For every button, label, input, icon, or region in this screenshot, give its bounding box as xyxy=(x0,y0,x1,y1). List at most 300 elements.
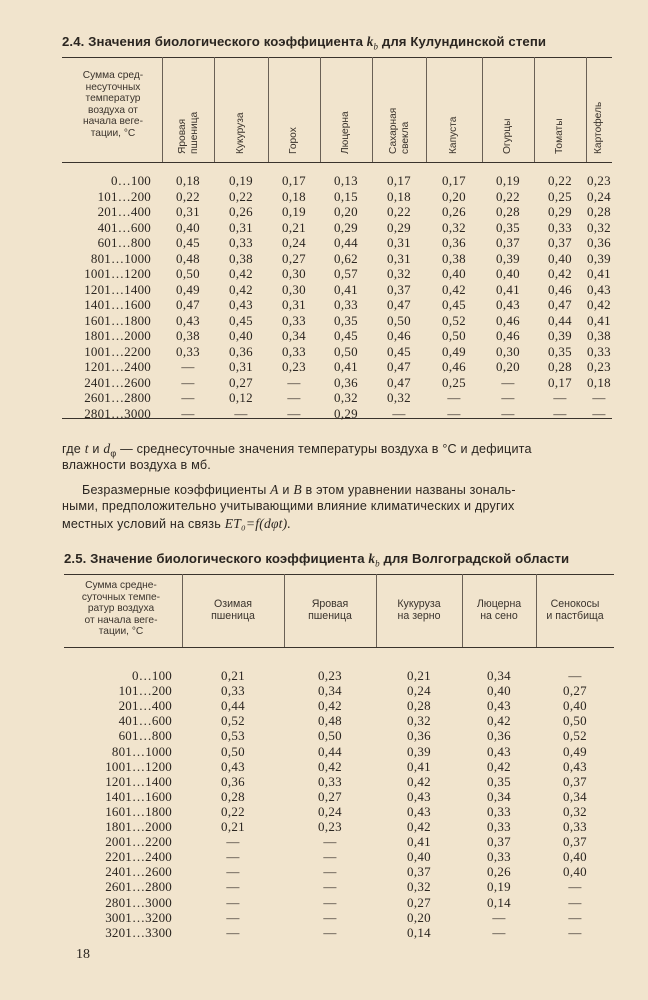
table-2-4-cell: 0,24 xyxy=(587,188,611,204)
table-2-5-cell: 0,20 xyxy=(407,909,431,925)
table-2-4-cell: — xyxy=(447,405,461,421)
table-2-4-row-label: 1001…2200 xyxy=(84,343,151,359)
table-2-5-cell: 0,37 xyxy=(487,834,511,850)
paragraph-2-line-3 xyxy=(62,515,291,533)
table-2-4-cell: 0,19 xyxy=(282,204,306,219)
table-2-4-row-label: 1401…1600 xyxy=(84,297,151,312)
table-2-4-cell: 0,38 xyxy=(587,328,611,343)
table-2-4-cell: 0,42 xyxy=(587,297,611,312)
table-2-4-cell: 0,30 xyxy=(282,281,306,297)
page-number: 18 xyxy=(76,947,90,962)
text: Безразмерные коэффициенты xyxy=(82,483,271,497)
table-2-4-cell: 0,27 xyxy=(282,250,306,266)
table-2-4-cell: 0,36 xyxy=(587,235,611,250)
table-2-4-column-divider xyxy=(214,57,215,162)
table-2-5-cell: — xyxy=(226,894,240,910)
table-2-4-row-label: 401…600 xyxy=(97,219,151,235)
table-2-4-cell: 0,17 xyxy=(282,173,306,188)
table-2-5-cell: — xyxy=(226,909,240,925)
table-2-4-cell: 0,46 xyxy=(442,359,466,374)
table-2-4-cell: 0,33 xyxy=(176,343,200,359)
table-2-4-cell: 0,22 xyxy=(387,204,411,219)
table-2-4-cell: 0,27 xyxy=(229,374,253,390)
table-2-5-cell: 0,14 xyxy=(487,894,511,910)
caption-text-end: для Волгоградской области xyxy=(379,551,570,566)
table-2-5-cell: 0,36 xyxy=(487,728,511,744)
table-2-4-cell: 0,42 xyxy=(548,266,572,281)
table-2-5-cell: — xyxy=(226,864,240,880)
table-2-4-cell: 0,37 xyxy=(496,235,520,250)
symbol-d: d xyxy=(103,441,111,456)
table-2-5-cell: 0,33 xyxy=(487,803,511,819)
table-2-5-cell: — xyxy=(323,909,337,925)
table-2-4-cell: 0,45 xyxy=(176,235,200,250)
table-2-5-cell: 0,23 xyxy=(318,668,342,683)
table-2-4-cell: 0,43 xyxy=(496,297,520,312)
table-2-4-cell: 0,50 xyxy=(334,343,358,359)
table-2-5-cell: — xyxy=(492,909,506,925)
paragraph-2-line-1 xyxy=(82,481,516,499)
table-2-4-cell: 0,34 xyxy=(282,328,306,343)
table-2-5-cell: — xyxy=(226,879,240,895)
text: местных условий на связь xyxy=(62,517,225,531)
table-2-4-cell: 0,32 xyxy=(587,219,611,235)
table-2-5-row-label: 201…400 xyxy=(118,698,172,714)
table-2-4-cell: 0,46 xyxy=(496,328,520,343)
table-2-5-cell: — xyxy=(323,849,337,865)
table-2-4-cell: — xyxy=(501,374,515,390)
caption-subscript: b xyxy=(375,558,380,569)
table-2-5-cell: — xyxy=(323,834,337,850)
table-2-4-column-divider xyxy=(162,57,163,162)
table-2-4-column-divider xyxy=(482,57,483,162)
table-2-4-cell: 0,17 xyxy=(387,173,411,188)
table-2-4-cell: 0,39 xyxy=(587,250,611,266)
table-2-5-row-label: 1801…2000 xyxy=(105,819,172,834)
table-2-4-cell: 0,12 xyxy=(229,390,253,405)
table-2-5-row-label: 1601…1800 xyxy=(105,803,172,819)
text: где xyxy=(62,442,81,456)
table-2-5-cell: 0,43 xyxy=(407,788,431,804)
table-2-4-row-label: 1601…1800 xyxy=(84,312,151,328)
table-2-5-row-label: 1201…1400 xyxy=(105,773,172,789)
table-2-5-cell: 0,44 xyxy=(318,743,342,759)
table-2-4-cell: 0,28 xyxy=(548,359,572,374)
table-2-4-cell: 0,28 xyxy=(587,204,611,219)
symbol-b: B xyxy=(293,482,302,497)
table-2-4-cell: 0,30 xyxy=(496,343,520,359)
table-2-4-cell: 0,46 xyxy=(387,328,411,343)
table-2-4-cell: 0,32 xyxy=(387,266,411,281)
table-2-4-cell: 0,18 xyxy=(282,188,306,204)
table-2-4-row-label: 2801…3000 xyxy=(84,405,151,421)
table-2-5-cell: 0,43 xyxy=(487,698,511,714)
table-2-5-cell: 0,43 xyxy=(407,803,431,819)
table-2-5-cell: 0,42 xyxy=(407,819,431,834)
table-2-4-cell: 0,40 xyxy=(229,328,253,343)
table-2-4-cell: 0,20 xyxy=(496,359,520,374)
table-2-4-cell: 0,33 xyxy=(282,312,306,328)
table-2-5-cell: 0,23 xyxy=(318,819,342,834)
table-2-4-cell: — xyxy=(181,359,195,374)
table-2-5-row-label: 3001…3200 xyxy=(105,909,172,925)
symbol-phi: φ xyxy=(110,448,117,459)
table-2-4-cell: — xyxy=(287,390,301,405)
table-2-4-cell: 0,49 xyxy=(442,343,466,359)
caption-subscript: b xyxy=(373,41,379,52)
paragraph-2-line-2: ными, предположительно учитывающими влияние климатических и других xyxy=(62,499,515,513)
table-2-5-cell: 0,33 xyxy=(221,683,245,699)
table-2-5-row-label: 801…1000 xyxy=(111,743,172,759)
table-2-4-cell: 0,43 xyxy=(229,297,253,312)
table-2-4-cell: 0,38 xyxy=(176,328,200,343)
table-2-4-caption xyxy=(62,34,546,52)
table-2-4-cell: 0,26 xyxy=(229,204,253,219)
table-2-4-cell: 0,43 xyxy=(587,281,611,297)
table-2-4-cell: 0,47 xyxy=(387,359,411,374)
table-2-4-cell: 0,25 xyxy=(442,374,466,390)
table-2-5-row-label: 3201…3300 xyxy=(105,924,172,940)
table-2-4-column-header: Огурцы xyxy=(502,118,514,154)
table-2-5-cell: 0,41 xyxy=(407,834,431,850)
table-2-5-cell: — xyxy=(226,849,240,865)
table-2-4-cell: 0,25 xyxy=(548,188,572,204)
table-2-4-cell: 0,45 xyxy=(442,297,466,312)
table-2-4-cell: 0,45 xyxy=(387,343,411,359)
table-2-4-cell: 0,22 xyxy=(548,173,572,188)
table-2-4-cell: 0,35 xyxy=(548,343,572,359)
table-2-4-column-header: Томаты xyxy=(554,118,566,154)
table-2-4-cell: 0,31 xyxy=(229,359,253,374)
table-2-4-cell: 0,42 xyxy=(442,281,466,297)
table-2-4-cell: — xyxy=(553,390,567,405)
table-2-4-cell: 0,31 xyxy=(282,297,306,312)
table-2-4-cell: 0,36 xyxy=(334,374,358,390)
table-2-4-cell: 0,40 xyxy=(548,250,572,266)
table-2-5-cell: 0,43 xyxy=(221,758,245,774)
table-2-5-cell: 0,40 xyxy=(563,698,587,714)
text: и xyxy=(92,442,100,456)
table-2-4-cell: 0,47 xyxy=(387,297,411,312)
table-2-4-cell: 0,52 xyxy=(442,312,466,328)
table-2-5-cell: 0,28 xyxy=(407,698,431,714)
table-2-4-cell: 0,32 xyxy=(387,390,411,405)
table-2-5-header-rule xyxy=(64,647,614,648)
table-2-4-cell: 0,45 xyxy=(229,312,253,328)
table-2-4-cell: 0,18 xyxy=(387,188,411,204)
table-2-5-row-label: 2401…2600 xyxy=(105,864,172,880)
table-2-5-cell: 0,33 xyxy=(487,849,511,865)
table-2-5-cell: 0,40 xyxy=(563,864,587,880)
table-2-5-column-header: Люцерна на сено xyxy=(476,598,522,623)
table-2-4-cell: 0,50 xyxy=(442,328,466,343)
formula: ET₀=f(dφt). xyxy=(224,516,291,531)
table-2-5-cell: 0,14 xyxy=(407,924,431,940)
table-2-5-row-label: 401…600 xyxy=(118,713,172,729)
table-2-4-cell: 0,47 xyxy=(176,297,200,312)
table-2-4-row-label: 1801…2000 xyxy=(84,328,151,343)
table-2-4-cell: — xyxy=(592,390,606,405)
table-2-4-column-header: Яровая пшеница xyxy=(176,111,199,154)
table-2-4-cell: 0,23 xyxy=(282,359,306,374)
table-2-4-cell: 0,20 xyxy=(334,204,358,219)
table-2-4-row-label: 1201…2400 xyxy=(84,359,151,374)
table-2-5-cell: 0,34 xyxy=(487,788,511,804)
table-2-5-cell: 0,33 xyxy=(487,819,511,834)
table-2-5-cell: 0,24 xyxy=(407,683,431,699)
table-2-4-row-label: 801…1000 xyxy=(90,250,151,266)
table-2-4-column-divider xyxy=(372,57,373,162)
table-2-5-row-label: 101…200 xyxy=(118,683,172,699)
table-2-4-cell: 0,18 xyxy=(176,173,200,188)
table-2-5-cell: 0,53 xyxy=(221,728,245,744)
table-2-4-cell: — xyxy=(181,405,195,421)
table-2-5-row-label: 1401…1600 xyxy=(105,788,172,804)
table-2-5-cell: 0,52 xyxy=(221,713,245,729)
table-2-5-cell: 0,22 xyxy=(221,803,245,819)
table-2-4-header-left: Сумма сред- несуточных температур воздуха от начала веге- тации, °С xyxy=(82,70,144,139)
table-2-4-row-label: 0…100 xyxy=(111,173,151,188)
caption-text: 2.4. Значения биологического коэффициента xyxy=(62,34,367,49)
table-2-5-row-label: 2201…2400 xyxy=(105,849,172,865)
text: и xyxy=(278,483,294,497)
table-2-5-cell: 0,27 xyxy=(318,788,342,804)
table-2-4-column-header: Картофель xyxy=(593,101,605,154)
table-2-4-cell: 0,22 xyxy=(176,188,200,204)
table-2-4-cell: 0,47 xyxy=(548,297,572,312)
table-2-4-cell: — xyxy=(234,405,248,421)
table-2-4-cell: 0,29 xyxy=(334,405,358,421)
table-2-4-cell: — xyxy=(287,374,301,390)
text: в этом уравнении названы зональ- xyxy=(301,483,516,497)
table-2-5-row-label: 2801…3000 xyxy=(105,894,172,910)
table-2-5-cell: 0,28 xyxy=(221,788,245,804)
table-2-5-cell: 0,50 xyxy=(221,743,245,759)
table-2-4-cell: 0,29 xyxy=(548,204,572,219)
table-2-4-cell: 0,44 xyxy=(548,312,572,328)
table-2-4-cell: 0,39 xyxy=(496,250,520,266)
table-2-5-column-header: Кукуруза на зерно xyxy=(397,598,441,623)
table-2-4-cell: 0,43 xyxy=(176,312,200,328)
table-2-5-cell: — xyxy=(492,924,506,940)
table-2-5-cell: 0,21 xyxy=(407,668,431,683)
table-2-4-cell: 0,33 xyxy=(587,343,611,359)
table-2-4-cell: 0,13 xyxy=(334,173,358,188)
table-2-4-cell: 0,44 xyxy=(334,235,358,250)
table-2-4-cell: 0,32 xyxy=(334,390,358,405)
table-2-5-cell: — xyxy=(323,879,337,895)
table-2-4-column-header: Сахарная свекла xyxy=(387,107,410,154)
table-2-4-cell: 0,46 xyxy=(548,281,572,297)
table-2-4-cell: 0,50 xyxy=(176,266,200,281)
table-2-4-cell: 0,19 xyxy=(229,173,253,188)
table-2-4-cell: 0,50 xyxy=(387,312,411,328)
table-2-4-cell: 0,22 xyxy=(496,188,520,204)
table-2-4-cell: 0,40 xyxy=(442,266,466,281)
table-2-4-cell: 0,18 xyxy=(587,374,611,390)
table-2-4-cell: — xyxy=(592,405,606,421)
table-2-4-row-label: 601…800 xyxy=(97,235,151,250)
table-2-5-cell: 0,42 xyxy=(487,758,511,774)
table-2-5-cell: 0,43 xyxy=(563,758,587,774)
table-2-5-cell: 0,40 xyxy=(563,849,587,865)
table-2-5-cell: 0,36 xyxy=(407,728,431,744)
table-2-4-cell: 0,17 xyxy=(442,173,466,188)
table-2-4-cell: 0,48 xyxy=(176,250,200,266)
table-2-5-column-header: Яровая пшеница xyxy=(308,598,352,623)
table-2-4-cell: 0,31 xyxy=(387,250,411,266)
table-2-4-cell: 0,29 xyxy=(387,219,411,235)
table-2-4-cell: 0,23 xyxy=(587,173,611,188)
table-2-4-cell: 0,49 xyxy=(176,281,200,297)
caption-text-end: для Кулундинской степи xyxy=(378,34,547,49)
table-2-4-cell: 0,42 xyxy=(229,266,253,281)
table-2-4-cell: 0,62 xyxy=(334,250,358,266)
table-2-4-cell: 0,39 xyxy=(548,328,572,343)
table-2-4-cell: 0,37 xyxy=(387,281,411,297)
table-2-4-column-header: Горох xyxy=(288,127,300,154)
symbol-a: A xyxy=(270,482,279,497)
table-2-4-cell: — xyxy=(181,390,195,405)
caption-symbol: k xyxy=(366,34,374,49)
table-2-4-cell: 0,41 xyxy=(587,266,611,281)
table-2-5-top-rule xyxy=(64,574,614,575)
table-2-5-cell: 0,27 xyxy=(407,894,431,910)
table-2-5-cell: — xyxy=(568,668,582,683)
table-2-4-column-divider xyxy=(268,57,269,162)
table-2-5-cell: 0,42 xyxy=(407,773,431,789)
table-2-4-cell: 0,36 xyxy=(229,343,253,359)
table-2-4-row-label: 101…200 xyxy=(97,188,151,204)
table-2-4-cell: — xyxy=(392,405,406,421)
table-2-5-cell: 0,36 xyxy=(221,773,245,789)
table-2-4-column-header: Капуста xyxy=(448,116,460,154)
caption-symbol: k xyxy=(368,551,376,566)
table-2-5-cell: 0,39 xyxy=(407,743,431,759)
table-2-4-cell: 0,31 xyxy=(229,219,253,235)
table-2-5-cell: 0,42 xyxy=(318,758,342,774)
table-2-5-cell: 0,37 xyxy=(563,834,587,850)
table-2-4-cell: 0,41 xyxy=(496,281,520,297)
table-2-4-cell: — xyxy=(501,405,515,421)
table-2-4-cell: — xyxy=(181,374,195,390)
table-2-4-cell: — xyxy=(501,390,515,405)
table-2-4-cell: 0,57 xyxy=(334,266,358,281)
table-2-4-row-label: 1001…1200 xyxy=(84,266,151,281)
table-2-4-cell: 0,24 xyxy=(282,235,306,250)
table-2-5-cell: — xyxy=(323,924,337,940)
table-2-5-cell: 0,33 xyxy=(318,773,342,789)
table-2-4-cell: 0,30 xyxy=(282,266,306,281)
table-2-5-cell: 0,48 xyxy=(318,713,342,729)
table-2-4-column-divider xyxy=(534,57,535,162)
table-2-5-cell: — xyxy=(226,834,240,850)
table-2-5-row-label: 1001…1200 xyxy=(105,758,172,774)
table-2-4-cell: 0,36 xyxy=(442,235,466,250)
table-2-4-cell: 0,33 xyxy=(229,235,253,250)
table-2-4-cell: 0,41 xyxy=(587,312,611,328)
table-2-4-cell: 0,19 xyxy=(496,173,520,188)
table-2-4-column-divider xyxy=(320,57,321,162)
table-2-5-cell: 0,52 xyxy=(563,728,587,744)
table-2-4-cell: 0,33 xyxy=(548,219,572,235)
table-2-4-column-header: Люцерна xyxy=(340,111,352,154)
table-2-4-cell: 0,35 xyxy=(334,312,358,328)
table-2-5-caption xyxy=(64,551,569,569)
table-2-5-cell: 0,34 xyxy=(563,788,587,804)
table-2-4-cell: 0,38 xyxy=(442,250,466,266)
table-2-5-cell: 0,49 xyxy=(563,743,587,759)
table-2-5-cell: 0,26 xyxy=(487,864,511,880)
table-2-5-cell: — xyxy=(568,894,582,910)
table-2-5-cell: 0,21 xyxy=(221,819,245,834)
table-2-4-cell: 0,29 xyxy=(334,219,358,235)
table-2-5-cell: 0,42 xyxy=(487,713,511,729)
table-2-4-row-label: 2601…2800 xyxy=(84,390,151,405)
table-2-4-column-divider xyxy=(426,57,427,162)
table-2-5-cell: 0,19 xyxy=(487,879,511,895)
table-2-4-row-label: 1201…1400 xyxy=(84,281,151,297)
table-2-5-column-header: Сенокосы и пастбища xyxy=(546,598,604,623)
table-2-4-cell: 0,22 xyxy=(229,188,253,204)
table-2-4-cell: 0,42 xyxy=(229,281,253,297)
table-2-5-cell: 0,50 xyxy=(318,728,342,744)
table-2-5-cell: 0,50 xyxy=(563,713,587,729)
table-2-5-cell: 0,32 xyxy=(563,803,587,819)
caption-text: 2.5. Значение биологического коэффициента xyxy=(64,551,369,566)
table-2-4-cell: 0,28 xyxy=(496,204,520,219)
table-2-5-cell: 0,24 xyxy=(318,803,342,819)
table-2-4-cell: 0,47 xyxy=(387,374,411,390)
table-2-4-cell: 0,31 xyxy=(176,204,200,219)
table-2-4-cell: 0,41 xyxy=(334,359,358,374)
table-2-4-cell: 0,26 xyxy=(442,204,466,219)
table-2-4-cell: 0,20 xyxy=(442,188,466,204)
table-2-5-column-header: Озимая пшеница xyxy=(211,598,255,623)
table-2-4-cell: 0,41 xyxy=(334,281,358,297)
table-2-4-cell: 0,31 xyxy=(387,235,411,250)
table-2-4-row-label: 2401…2600 xyxy=(84,374,151,390)
table-2-5-row-label: 601…800 xyxy=(118,728,172,744)
table-2-4-cell: 0,15 xyxy=(334,188,358,204)
table-2-5-cell: 0,42 xyxy=(318,698,342,714)
table-2-5-cell: 0,37 xyxy=(407,864,431,880)
table-2-5-cell: — xyxy=(568,924,582,940)
table-2-5-cell: 0,40 xyxy=(407,849,431,865)
table-2-5-cell: 0,37 xyxy=(563,773,587,789)
table-2-4-cell: — xyxy=(447,390,461,405)
table-2-5-cell: — xyxy=(568,879,582,895)
table-2-4-top-rule xyxy=(62,57,612,58)
table-2-5-cell: — xyxy=(568,909,582,925)
table-2-4-cell: — xyxy=(287,405,301,421)
table-2-5-cell: — xyxy=(323,894,337,910)
table-2-5-cell: 0,34 xyxy=(318,683,342,699)
table-2-4-cell: 0,46 xyxy=(496,312,520,328)
table-2-5-row-label: 0…100 xyxy=(132,668,172,683)
table-2-5-row-label: 2001…2200 xyxy=(105,834,172,850)
table-2-4-cell: 0,17 xyxy=(548,374,572,390)
table-2-4-cell: 0,33 xyxy=(282,343,306,359)
symbol-t: t xyxy=(84,441,89,456)
table-2-4-cell: — xyxy=(553,405,567,421)
table-2-5-cell: 0,27 xyxy=(563,683,587,699)
table-2-4-cell: 0,32 xyxy=(442,219,466,235)
table-2-5-cell: 0,41 xyxy=(407,758,431,774)
table-2-4-cell: 0,33 xyxy=(334,297,358,312)
table-2-5-cell: 0,21 xyxy=(221,668,245,683)
table-2-5-cell: 0,40 xyxy=(487,683,511,699)
